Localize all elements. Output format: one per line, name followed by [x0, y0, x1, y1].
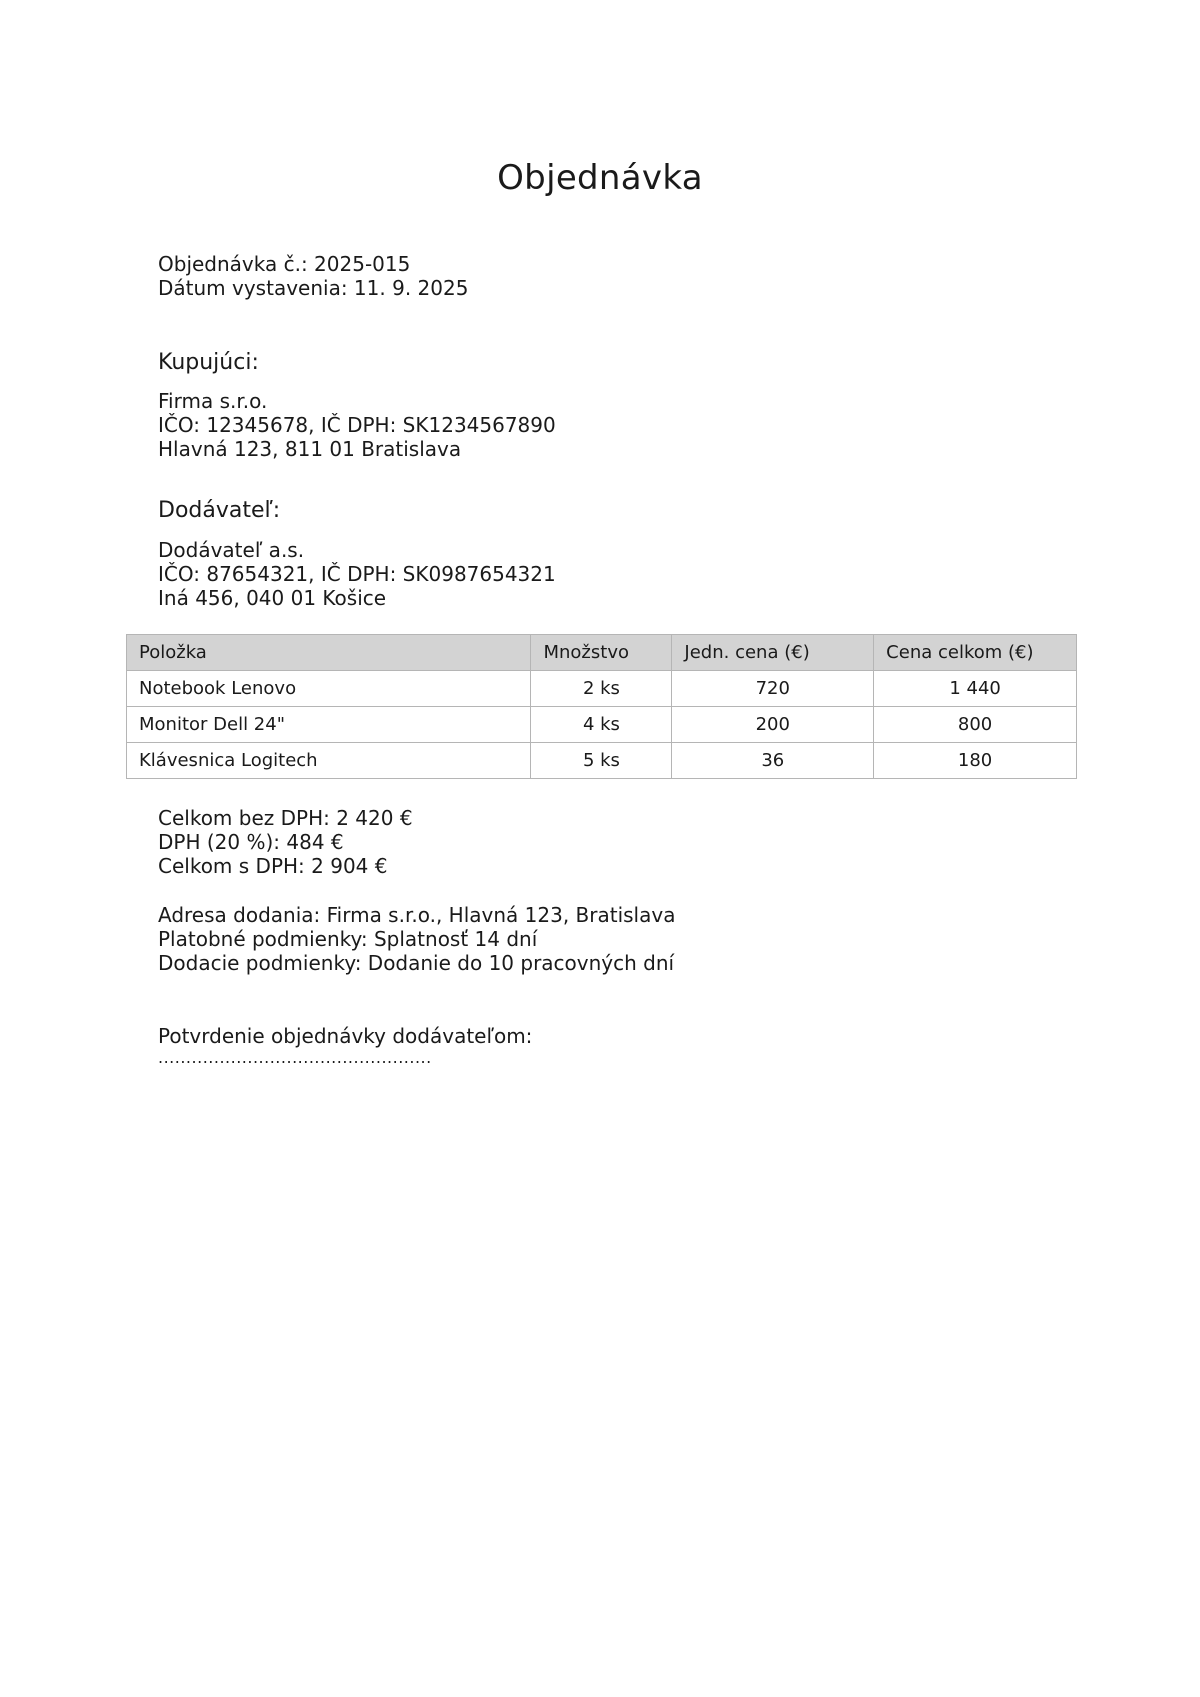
- item-quantity: 2 ks: [531, 671, 672, 707]
- supplier-address: Iná 456, 040 01 Košice: [158, 586, 387, 610]
- total-without-vat: Celkom bez DPH: 2 420 €: [158, 806, 413, 830]
- supplier-ids: IČO: 87654321, IČ DPH: SK0987654321: [158, 562, 556, 586]
- total-with-vat: Celkom s DPH: 2 904 €: [158, 854, 388, 878]
- item-total-price: 800: [874, 707, 1077, 743]
- item-name: Notebook Lenovo: [127, 671, 531, 707]
- delivery-address: Adresa dodania: Firma s.r.o., Hlavná 123, Bratislava: [158, 903, 676, 927]
- table-row: [127, 707, 1077, 743]
- vat-amount: DPH (20 %): 484 €: [158, 830, 344, 854]
- buyer-heading: Kupujúci:: [158, 350, 259, 375]
- item-total-price: 180: [874, 743, 1077, 779]
- confirmation-label: Potvrdenie objednávky dodávateľom:: [158, 1024, 533, 1048]
- items-table: [126, 634, 1077, 779]
- table-header-row: [127, 635, 1077, 671]
- item-quantity: 5 ks: [531, 743, 672, 779]
- header-item: Položka: [127, 635, 531, 671]
- confirmation: [158, 1024, 532, 1068]
- buyer-ids: IČO: 12345678, IČ DPH: SK1234567890: [158, 413, 556, 437]
- signature-line: .................................................: [158, 1048, 432, 1067]
- item-name: Klávesnica Logitech: [127, 743, 531, 779]
- buyer-name: Firma s.r.o.: [158, 389, 268, 413]
- buyer-info: [158, 389, 556, 461]
- supplier-info: [158, 538, 556, 610]
- supplier-heading: Dodávateľ:: [158, 498, 281, 523]
- item-unit-price: 36: [672, 743, 874, 779]
- terms: [158, 903, 675, 975]
- table-row: [127, 743, 1077, 779]
- item-total-price: 1 440: [874, 671, 1077, 707]
- document-title: Objednávka: [497, 158, 703, 198]
- item-name: Monitor Dell 24": [127, 707, 531, 743]
- header-unit-price: Jedn. cena (€): [672, 635, 874, 671]
- totals: [158, 806, 413, 878]
- issue-date: Dátum vystavenia: 11. 9. 2025: [158, 276, 469, 300]
- header-total-price: Cena celkom (€): [874, 635, 1077, 671]
- delivery-terms: Dodacie podmienky: Dodanie do 10 pracovných dní: [158, 951, 675, 975]
- buyer-address: Hlavná 123, 811 01 Bratislava: [158, 437, 462, 461]
- item-unit-price: 200: [672, 707, 874, 743]
- order-meta: [158, 252, 468, 300]
- payment-terms: Platobné podmienky: Splatnosť 14 dní: [158, 927, 538, 951]
- order-number: Objednávka č.: 2025-015: [158, 252, 411, 276]
- supplier-name: Dodávateľ a.s.: [158, 538, 305, 562]
- header-quantity: Množstvo: [531, 635, 672, 671]
- item-quantity: 4 ks: [531, 707, 672, 743]
- table-row: [127, 671, 1077, 707]
- item-unit-price: 720: [672, 671, 874, 707]
